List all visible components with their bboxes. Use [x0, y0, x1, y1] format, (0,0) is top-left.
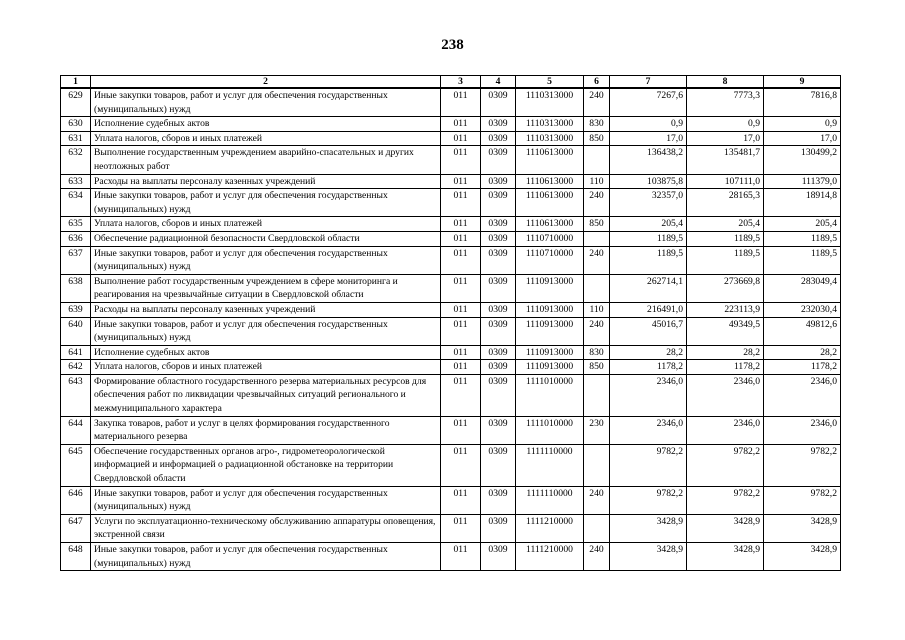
- row-name-cell: Обеспечение государственных органов агро-, гидрометеорологической информацией и информацией о радиационной обстановке на территории Свердловской области: [91, 444, 441, 486]
- amount-year1-cell: 28,2: [610, 345, 687, 360]
- section-code-cell: 0309: [481, 416, 516, 444]
- expense-type-cell: 240: [584, 88, 610, 117]
- table-row: [61, 274, 841, 302]
- ministry-code-cell: 011: [441, 486, 481, 514]
- expense-type-cell: 110: [584, 302, 610, 317]
- section-code-cell: 0309: [481, 146, 516, 174]
- row-number-cell: 644: [61, 416, 91, 444]
- amount-year3-cell: 7816,8: [764, 88, 841, 117]
- expense-type-cell: 240: [584, 189, 610, 217]
- row-number-cell: 646: [61, 486, 91, 514]
- section-code-cell: 0309: [481, 360, 516, 375]
- target-article-cell: 1110913000: [516, 360, 584, 375]
- expense-type-cell: 850: [584, 360, 610, 375]
- table-row: [61, 146, 841, 174]
- row-number-cell: 634: [61, 189, 91, 217]
- row-number-cell: 641: [61, 345, 91, 360]
- amount-year3-cell: 3428,9: [764, 543, 841, 571]
- amount-year3-cell: 1178,2: [764, 360, 841, 375]
- amount-year2-cell: 2346,0: [687, 416, 764, 444]
- page-number: 238: [441, 37, 464, 53]
- table-row: [61, 88, 841, 117]
- section-code-cell: 0309: [481, 345, 516, 360]
- amount-year2-cell: 0,9: [687, 117, 764, 132]
- row-name-cell: Закупка товаров, работ и услуг в целях формирования государственного материального резерва: [91, 416, 441, 444]
- amount-year1-cell: 103875,8: [610, 174, 687, 189]
- expense-type-cell: 230: [584, 416, 610, 444]
- header-cell: 9: [764, 76, 841, 89]
- target-article-cell: 1110710000: [516, 246, 584, 274]
- section-code-cell: 0309: [481, 117, 516, 132]
- section-code-cell: 0309: [481, 302, 516, 317]
- ministry-code-cell: 011: [441, 88, 481, 117]
- amount-year2-cell: 205,4: [687, 217, 764, 232]
- amount-year1-cell: 32357,0: [610, 189, 687, 217]
- section-code-cell: 0309: [481, 231, 516, 246]
- table-row: [61, 360, 841, 375]
- expense-type-cell: 240: [584, 317, 610, 345]
- expense-type-cell: [584, 514, 610, 542]
- amount-year3-cell: 283049,4: [764, 274, 841, 302]
- amount-year2-cell: 223113,9: [687, 302, 764, 317]
- table-row: [61, 514, 841, 542]
- table-row: [61, 486, 841, 514]
- amount-year3-cell: 111379,0: [764, 174, 841, 189]
- amount-year1-cell: 1189,5: [610, 231, 687, 246]
- amount-year3-cell: 9782,2: [764, 444, 841, 486]
- target-article-cell: 1110313000: [516, 117, 584, 132]
- amount-year3-cell: 9782,2: [764, 486, 841, 514]
- ministry-code-cell: 011: [441, 217, 481, 232]
- ministry-code-cell: 011: [441, 246, 481, 274]
- header-cell: 2: [91, 76, 441, 89]
- row-name-cell: Формирование областного государственного резерва материальных ресурсов для обеспечения работ по ликвидации чрезвычайных ситуаций регионального и межмуниципального характера: [91, 374, 441, 416]
- expense-type-cell: 240: [584, 246, 610, 274]
- header-cell: 3: [441, 76, 481, 89]
- amount-year1-cell: 17,0: [610, 131, 687, 146]
- table-row: [61, 231, 841, 246]
- target-article-cell: 1110613000: [516, 217, 584, 232]
- amount-year3-cell: 2346,0: [764, 416, 841, 444]
- expense-type-cell: 240: [584, 543, 610, 571]
- amount-year3-cell: 1189,5: [764, 231, 841, 246]
- row-name-cell: Иные закупки товаров, работ и услуг для обеспечения государственных (муниципальных) нужд: [91, 189, 441, 217]
- row-number-cell: 633: [61, 174, 91, 189]
- target-article-cell: 1111010000: [516, 374, 584, 416]
- amount-year1-cell: 1178,2: [610, 360, 687, 375]
- amount-year3-cell: 232030,4: [764, 302, 841, 317]
- ministry-code-cell: 011: [441, 374, 481, 416]
- header-cell: 7: [610, 76, 687, 89]
- row-number-cell: 645: [61, 444, 91, 486]
- amount-year1-cell: 0,9: [610, 117, 687, 132]
- ministry-code-cell: 011: [441, 345, 481, 360]
- header-cell: 6: [584, 76, 610, 89]
- amount-year3-cell: 1189,5: [764, 246, 841, 274]
- section-code-cell: 0309: [481, 217, 516, 232]
- section-code-cell: 0309: [481, 246, 516, 274]
- amount-year3-cell: 0,9: [764, 117, 841, 132]
- row-number-cell: 643: [61, 374, 91, 416]
- target-article-cell: 1110613000: [516, 174, 584, 189]
- target-article-cell: 1110710000: [516, 231, 584, 246]
- amount-year2-cell: 1189,5: [687, 246, 764, 274]
- amount-year3-cell: 49812,6: [764, 317, 841, 345]
- expense-type-cell: 830: [584, 117, 610, 132]
- target-article-cell: 1111210000: [516, 514, 584, 542]
- ministry-code-cell: 011: [441, 416, 481, 444]
- row-number-cell: 640: [61, 317, 91, 345]
- amount-year1-cell: 216491,0: [610, 302, 687, 317]
- section-code-cell: 0309: [481, 514, 516, 542]
- ministry-code-cell: 011: [441, 274, 481, 302]
- amount-year3-cell: 2346,0: [764, 374, 841, 416]
- amount-year2-cell: 28165,3: [687, 189, 764, 217]
- expense-type-cell: [584, 274, 610, 302]
- ministry-code-cell: 011: [441, 302, 481, 317]
- amount-year1-cell: 9782,2: [610, 444, 687, 486]
- target-article-cell: 1110313000: [516, 131, 584, 146]
- table-row: [61, 217, 841, 232]
- expense-type-cell: 240: [584, 486, 610, 514]
- amount-year1-cell: 45016,7: [610, 317, 687, 345]
- amount-year2-cell: 1189,5: [687, 231, 764, 246]
- row-number-cell: 631: [61, 131, 91, 146]
- amount-year2-cell: 107111,0: [687, 174, 764, 189]
- row-name-cell: Уплата налогов, сборов и иных платежей: [91, 217, 441, 232]
- row-name-cell: Иные закупки товаров, работ и услуг для обеспечения государственных (муниципальных) нужд: [91, 317, 441, 345]
- amount-year2-cell: 2346,0: [687, 374, 764, 416]
- row-name-cell: Исполнение судебных актов: [91, 345, 441, 360]
- table-row: [61, 174, 841, 189]
- expense-type-cell: 830: [584, 345, 610, 360]
- ministry-code-cell: 011: [441, 146, 481, 174]
- amount-year2-cell: 9782,2: [687, 486, 764, 514]
- amount-year1-cell: 205,4: [610, 217, 687, 232]
- amount-year3-cell: 3428,9: [764, 514, 841, 542]
- amount-year1-cell: 2346,0: [610, 416, 687, 444]
- row-name-cell: Иные закупки товаров, работ и услуг для обеспечения государственных (муниципальных) нужд: [91, 88, 441, 117]
- row-name-cell: Исполнение судебных актов: [91, 117, 441, 132]
- ministry-code-cell: 011: [441, 317, 481, 345]
- expense-type-cell: [584, 146, 610, 174]
- row-name-cell: Расходы на выплаты персоналу казенных учреждений: [91, 302, 441, 317]
- expense-type-cell: [584, 374, 610, 416]
- section-code-cell: 0309: [481, 374, 516, 416]
- row-number-cell: 635: [61, 217, 91, 232]
- row-number-cell: 637: [61, 246, 91, 274]
- row-name-cell: Уплата налогов, сборов и иных платежей: [91, 360, 441, 375]
- table-body: [61, 88, 841, 571]
- row-number-cell: 632: [61, 146, 91, 174]
- target-article-cell: 1110313000: [516, 88, 584, 117]
- target-article-cell: 1111210000: [516, 543, 584, 571]
- section-code-cell: 0309: [481, 317, 516, 345]
- row-name-cell: Выполнение работ государственным учреждением в сфере мониторинга и реагирования на чрезвычайные ситуации в Свердловской области: [91, 274, 441, 302]
- amount-year3-cell: 18914,8: [764, 189, 841, 217]
- amount-year2-cell: 17,0: [687, 131, 764, 146]
- target-article-cell: 1110913000: [516, 302, 584, 317]
- amount-year2-cell: 49349,5: [687, 317, 764, 345]
- row-number-cell: 638: [61, 274, 91, 302]
- amount-year2-cell: 28,2: [687, 345, 764, 360]
- target-article-cell: 1110613000: [516, 189, 584, 217]
- row-number-cell: 636: [61, 231, 91, 246]
- row-number-cell: 647: [61, 514, 91, 542]
- row-name-cell: Расходы на выплаты персоналу казенных учреждений: [91, 174, 441, 189]
- table-row: [61, 131, 841, 146]
- expense-type-cell: 850: [584, 217, 610, 232]
- amount-year1-cell: 2346,0: [610, 374, 687, 416]
- table-row: [61, 189, 841, 217]
- section-code-cell: 0309: [481, 174, 516, 189]
- section-code-cell: 0309: [481, 543, 516, 571]
- row-name-cell: Иные закупки товаров, работ и услуг для обеспечения государственных (муниципальных) нужд: [91, 246, 441, 274]
- expense-type-cell: 110: [584, 174, 610, 189]
- amount-year1-cell: 3428,9: [610, 543, 687, 571]
- table-row: [61, 246, 841, 274]
- table-row: [61, 345, 841, 360]
- row-name-cell: Уплата налогов, сборов и иных платежей: [91, 131, 441, 146]
- section-code-cell: 0309: [481, 131, 516, 146]
- target-article-cell: 1111110000: [516, 444, 584, 486]
- amount-year2-cell: 3428,9: [687, 543, 764, 571]
- row-name-cell: Услуги по эксплуатационно-техническому обслуживанию аппаратуры оповещения, экстренной связи: [91, 514, 441, 542]
- section-code-cell: 0309: [481, 189, 516, 217]
- amount-year3-cell: 28,2: [764, 345, 841, 360]
- row-name-cell: Иные закупки товаров, работ и услуг для обеспечения государственных (муниципальных) нужд: [91, 543, 441, 571]
- amount-year1-cell: 262714,1: [610, 274, 687, 302]
- amount-year2-cell: 3428,9: [687, 514, 764, 542]
- ministry-code-cell: 011: [441, 231, 481, 246]
- table-row: [61, 302, 841, 317]
- row-number-cell: 648: [61, 543, 91, 571]
- table-row: [61, 416, 841, 444]
- table-row: [61, 543, 841, 571]
- row-number-cell: 629: [61, 88, 91, 117]
- amount-year1-cell: 1189,5: [610, 246, 687, 274]
- header-cell: 8: [687, 76, 764, 89]
- row-number-cell: 642: [61, 360, 91, 375]
- section-code-cell: 0309: [481, 274, 516, 302]
- amount-year1-cell: 136438,2: [610, 146, 687, 174]
- ministry-code-cell: 011: [441, 131, 481, 146]
- header-cell: 4: [481, 76, 516, 89]
- expense-type-cell: [584, 231, 610, 246]
- budget-table: [60, 75, 841, 571]
- row-name-cell: Иные закупки товаров, работ и услуг для обеспечения государственных (муниципальных) нужд: [91, 486, 441, 514]
- ministry-code-cell: 011: [441, 514, 481, 542]
- amount-year2-cell: 7773,3: [687, 88, 764, 117]
- table-header-row: [61, 76, 841, 89]
- ministry-code-cell: 011: [441, 444, 481, 486]
- ministry-code-cell: 011: [441, 543, 481, 571]
- amount-year3-cell: 17,0: [764, 131, 841, 146]
- header-cell: 5: [516, 76, 584, 89]
- row-number-cell: 639: [61, 302, 91, 317]
- target-article-cell: 1110913000: [516, 317, 584, 345]
- ministry-code-cell: 011: [441, 174, 481, 189]
- target-article-cell: 1111010000: [516, 416, 584, 444]
- section-code-cell: 0309: [481, 88, 516, 117]
- section-code-cell: 0309: [481, 444, 516, 486]
- row-name-cell: Выполнение государственным учреждением аварийно-спасательных и других неотложных работ: [91, 146, 441, 174]
- ministry-code-cell: 011: [441, 117, 481, 132]
- amount-year2-cell: 9782,2: [687, 444, 764, 486]
- table-row: [61, 117, 841, 132]
- amount-year1-cell: 3428,9: [610, 514, 687, 542]
- table-row: [61, 317, 841, 345]
- amount-year1-cell: 7267,6: [610, 88, 687, 117]
- ministry-code-cell: 011: [441, 189, 481, 217]
- target-article-cell: 1110913000: [516, 345, 584, 360]
- section-code-cell: 0309: [481, 486, 516, 514]
- amount-year2-cell: 135481,7: [687, 146, 764, 174]
- amount-year3-cell: 205,4: [764, 217, 841, 232]
- target-article-cell: 1111110000: [516, 486, 584, 514]
- table-row: [61, 374, 841, 416]
- amount-year2-cell: 1178,2: [687, 360, 764, 375]
- row-name-cell: Обеспечение радиационной безопасности Свердловской области: [91, 231, 441, 246]
- target-article-cell: 1110913000: [516, 274, 584, 302]
- ministry-code-cell: 011: [441, 360, 481, 375]
- amount-year1-cell: 9782,2: [610, 486, 687, 514]
- expense-type-cell: [584, 444, 610, 486]
- table-row: [61, 444, 841, 486]
- amount-year3-cell: 130499,2: [764, 146, 841, 174]
- target-article-cell: 1110613000: [516, 146, 584, 174]
- header-cell: 1: [61, 76, 91, 89]
- expense-type-cell: 850: [584, 131, 610, 146]
- row-number-cell: 630: [61, 117, 91, 132]
- amount-year2-cell: 273669,8: [687, 274, 764, 302]
